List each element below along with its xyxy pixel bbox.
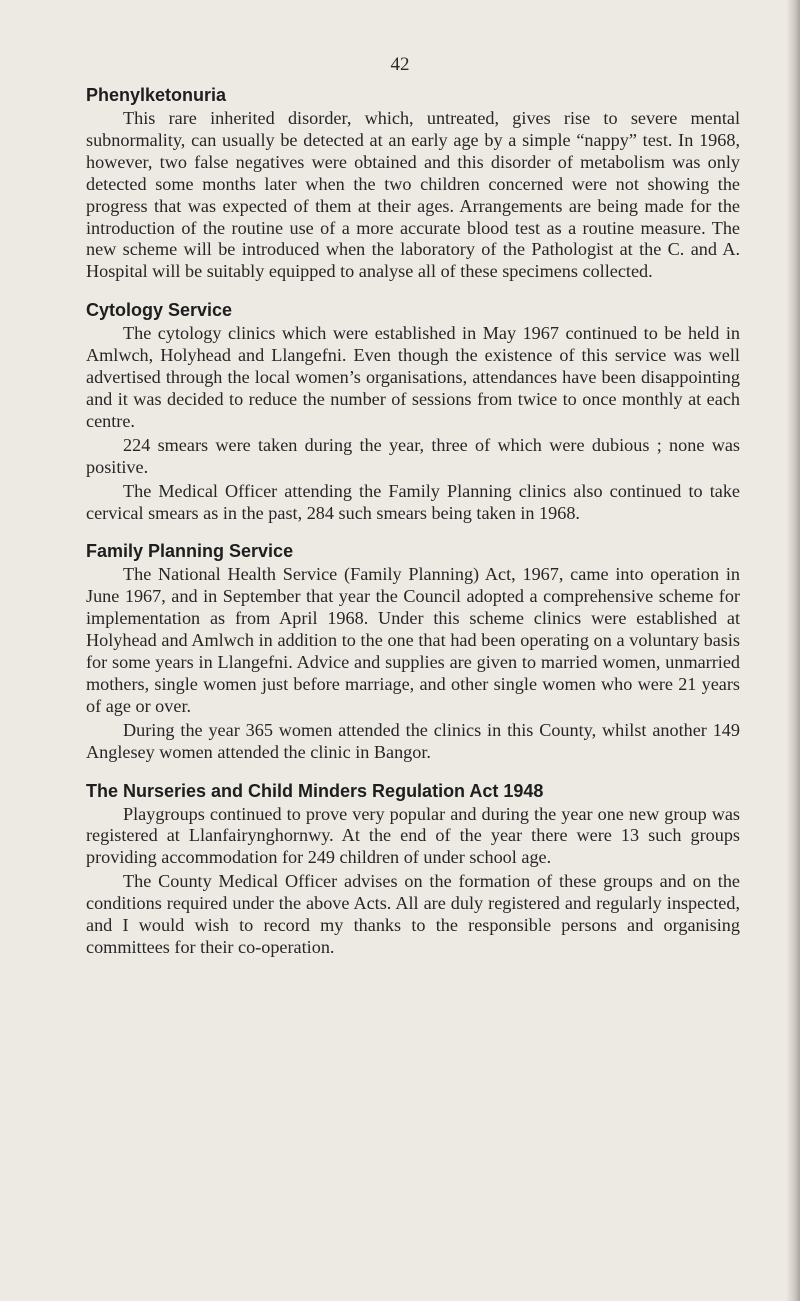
page-number: 42 (390, 54, 410, 75)
paragraph: This rare inherited disorder, which, untreated, gives rise to severe mental subnormality, can usually be detected at an early age by a simple “nappy” test. In 1968, however, two false negatives were obtained and this disorder of metabolism was only detected some months later when the two children concerned were not showing the progress that was expected of them at their ages. Arrangements are being made for the introduction of the routine use of a more accurate blood test as a routine measure. The new scheme will be introduced when the laboratory of the Pathologist at the C. and A. Hospital will be suitably equipped to analyse all of these specimens collected. (86, 108, 740, 282)
section-cytology-service (86, 299, 740, 524)
section-nurseries-child-minders-act (86, 780, 740, 959)
section-heading: Family Planning Service (86, 541, 294, 562)
paragraph: The National Health Service (Family Planning) Act, 1967, came into operation in June 1967, and in September that year the Council adopted a comprehensive scheme for implementation as from April 1968. Under this scheme clinics were established at Holyhead and Amlwch in addition to the one that had been operating on a voluntary basis for some years in Llangefni. Advice and supplies are given to married women, unmarried mothers, single women just before marriage, and other single women who were 21 years of age or over. (86, 564, 740, 716)
page-content (86, 84, 740, 975)
paragraph: The cytology clinics which were established in May 1967 continued to be held in Amlwch, Holyhead and Llangefni. Even though the existence of this service was well advertised through the local women’s organisations, attendances have been disappointing and it was decided to reduce the number of sessions from twice to once monthly at each centre. (86, 323, 740, 431)
paragraph: Playgroups continued to prove very popular and during the year one new group was registered at Llanfairynghornwy. At the end of the year there were 13 such groups providing accommodation for 249 children of under school age. (86, 803, 740, 868)
section-phenylketonuria (86, 84, 740, 283)
section-heading: Phenylketonuria (86, 85, 227, 105)
paragraph: The County Medical Officer advises on the formation of these groups and on the conditions required under the above Acts. All are duly registered and regularly inspected, and I would wish to record my thanks to the responsible persons and organising committees for their co-operation. (86, 871, 740, 957)
section-family-planning-service (86, 540, 740, 763)
paragraph: During the year 365 women attended the clinics in this County, whilst another 149 Anglesey women attended the clinic in Bangor. (86, 719, 740, 762)
paragraph: 224 smears were taken during the year, three of which were dubious ; none was positive. (86, 434, 740, 477)
section-heading: The Nurseries and Child Minders Regulation Act 1948 (86, 780, 544, 801)
section-heading: Cytology Service (86, 300, 233, 321)
paragraph: The Medical Officer attending the Family Planning clinics also continued to take cervical smears as in the past, 284 such smears being taken in 1968. (86, 480, 740, 523)
page-edge-shadow (786, 0, 800, 1301)
